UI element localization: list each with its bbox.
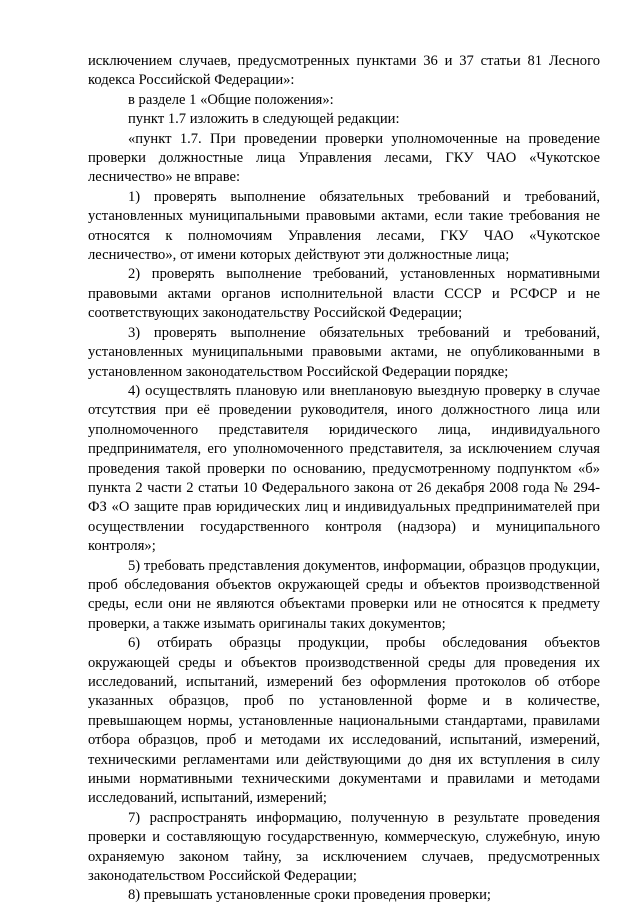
list-item-2: 2) проверять выполнение требований, установленных нормативными правовыми актами органов исполнительной власти СССР и РСФСР и не соответствующих законодательству Российской Федерации;	[88, 266, 600, 322]
list-item-1: 1) проверять выполнение обязательных требований и требований, установленных муниципальными правовыми актами, если такие требования не относятся к полномочиям Управления лесами, ГКУ ЧАО «Чукотское лесничество», от имени которых действуют эти должностные лица;	[88, 188, 600, 264]
paragraph-intro: исключением случаев, предусмотренных пунктами 36 и 37 статьи 81 Лесного кодекса Российской Федерации»:	[88, 53, 600, 89]
paragraph-point-1-7: пункт 1.7 изложить в следующей редакции:	[128, 111, 400, 128]
list-item-4: 4) осуществлять плановую или внеплановую выездную проверку в случае отсутствия при её проведении руководителя, иного должностного лица или уполномоченного представителя юридического лица, индивидуального предпринимателя, его уполномоченного представителя, за исключением случая проведения такой проверки по основанию, предусмотренному подпунктом «б» пункта 2 части 2 статьи 10 Федерального закона от 26 декабря 2008 года № 294-ФЗ «О защите прав юридических лиц и индивидуальных предпринимателей при осуществлении государственного контроля (надзора) и муниципального контроля»;	[88, 382, 600, 555]
list-item-3: 3) проверять выполнение обязательных требований и требований, установленных муниципальными правовыми актами, не опубликованными в установленном законодательством Российской Федерации порядке;	[88, 324, 600, 380]
list-item-6: 6) отбирать образцы продукции, пробы обследования объектов окружающей среды и объектов производственной среды для проведения их исследований, испытаний, измерений без оформления протоколов об отборе указанных образцов, проб по установленной форме и в количестве, превышающем нормы, установленные национальными стандартами, правилами отбора образцов, проб и методами их исследований, испытаний, измерений, техническими регламентами или действующими до дня их вступления в силу иными нормативными техническими документами и правилами и методами исследований, испытаний, измерений;	[88, 635, 600, 807]
list-item-8: 8) превышать установленные сроки проведения проверки;	[128, 887, 491, 904]
paragraph-section-1: в разделе 1 «Общие положения»:	[128, 91, 334, 108]
document-page	[88, 52, 600, 906]
paragraph-point-1-7-text: «пункт 1.7. При проведении проверки уполномоченные на проведение проверки должностные лица Управления лесами, ГКУ ЧАО «Чукотское лесничество» не вправе:	[88, 130, 600, 186]
list-item-5: 5) требовать представления документов, информации, образцов продукции, проб обследования объектов окружающей среды и объектов производственной среды, если они не являются объектами проверки или не относятся к предмету проверки, а также изымать оригиналы таких документов;	[88, 557, 600, 632]
list-item-7: 7) распространять информацию, полученную в результате проведения проверки и составляющую государственную, коммерческую, служебную, иную охраняемую законом тайну, за исключением случаев, предусмотренных законодательством Российской Федерации;	[88, 809, 600, 885]
